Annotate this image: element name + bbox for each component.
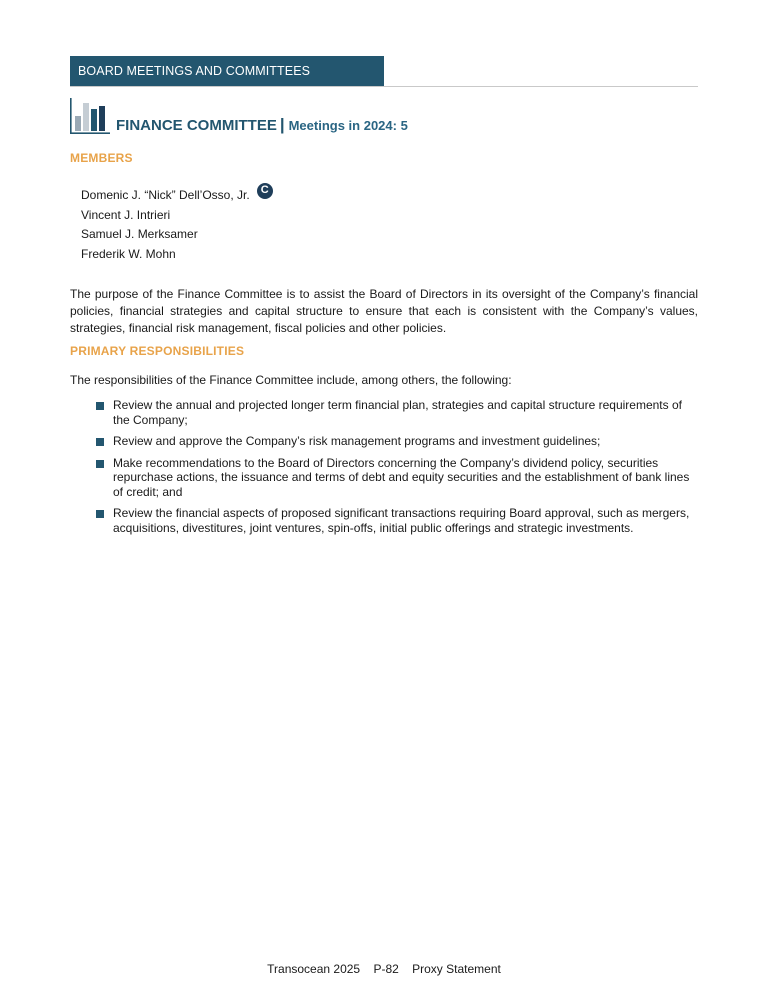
meetings-count: Meetings in 2024: 5 xyxy=(288,118,408,133)
list-item-text: Review the annual and projected longer term financial plan, strategies and capital structure requirements of the Company; xyxy=(113,398,682,427)
member-item xyxy=(81,225,273,245)
page-footer: Transocean 2025 P-82 Proxy Statement xyxy=(267,962,501,976)
member-name: Frederik W. Mohn xyxy=(81,246,176,261)
list-item xyxy=(96,506,696,535)
members-list xyxy=(81,186,273,264)
responsibilities-heading: PRIMARY RESPONSIBILITIES xyxy=(70,344,245,358)
committee-name: FINANCE COMMITTEE xyxy=(116,117,277,134)
chair-badge: C xyxy=(257,183,273,199)
list-item-text: Review the financial aspects of proposed significant transactions requiring Board approval, such as mergers, acquisitions, divestitures, joint ventures, spin-offs, initial public offerings and strategic investments. xyxy=(113,506,690,535)
member-name: Domenic J. “Nick” Dell’Osso, Jr. xyxy=(81,188,250,202)
list-item xyxy=(96,456,696,500)
purpose-paragraph: The purpose of the Finance Committee is to assist the Board of Directors in its oversight of the Company’s financial policies, financial strategies and capital structure to ensure that each is consistent with the Company’s values, strategies, financial risk management, fiscal policies and other policies. xyxy=(70,287,698,335)
responsibilities-list xyxy=(96,398,696,542)
member-item xyxy=(81,206,273,226)
list-item-text: Review and approve the Company’s risk management programs and investment guidelines; xyxy=(113,434,601,448)
square-bullet-icon xyxy=(96,402,104,410)
square-bullet-icon xyxy=(96,460,104,468)
committee-heading xyxy=(116,115,408,135)
section-header-label: BOARD MEETINGS AND COMMITTEES xyxy=(70,56,384,86)
title-separator: | xyxy=(279,115,285,134)
member-item xyxy=(81,186,273,206)
list-item xyxy=(96,398,696,427)
bar-chart-icon xyxy=(70,98,110,134)
list-item-text: Make recommendations to the Board of Directors concerning the Company’s dividend policy, securities repurchase actions, the issuance and terms of debt and equity securities and the establishment of bank lines of credit; and xyxy=(113,455,690,499)
square-bullet-icon xyxy=(96,510,104,518)
members-heading: MEMBERS xyxy=(70,151,133,165)
square-bullet-icon xyxy=(96,438,104,446)
responsibilities-intro: The responsibilities of the Finance Committee include, among others, the following: xyxy=(70,373,512,387)
list-item xyxy=(96,434,696,449)
member-item xyxy=(81,245,273,265)
member-name: Vincent J. Intrieri xyxy=(81,207,171,222)
member-name: Samuel J. Merksamer xyxy=(81,227,198,241)
section-header xyxy=(70,56,698,87)
committee-title xyxy=(70,98,710,134)
